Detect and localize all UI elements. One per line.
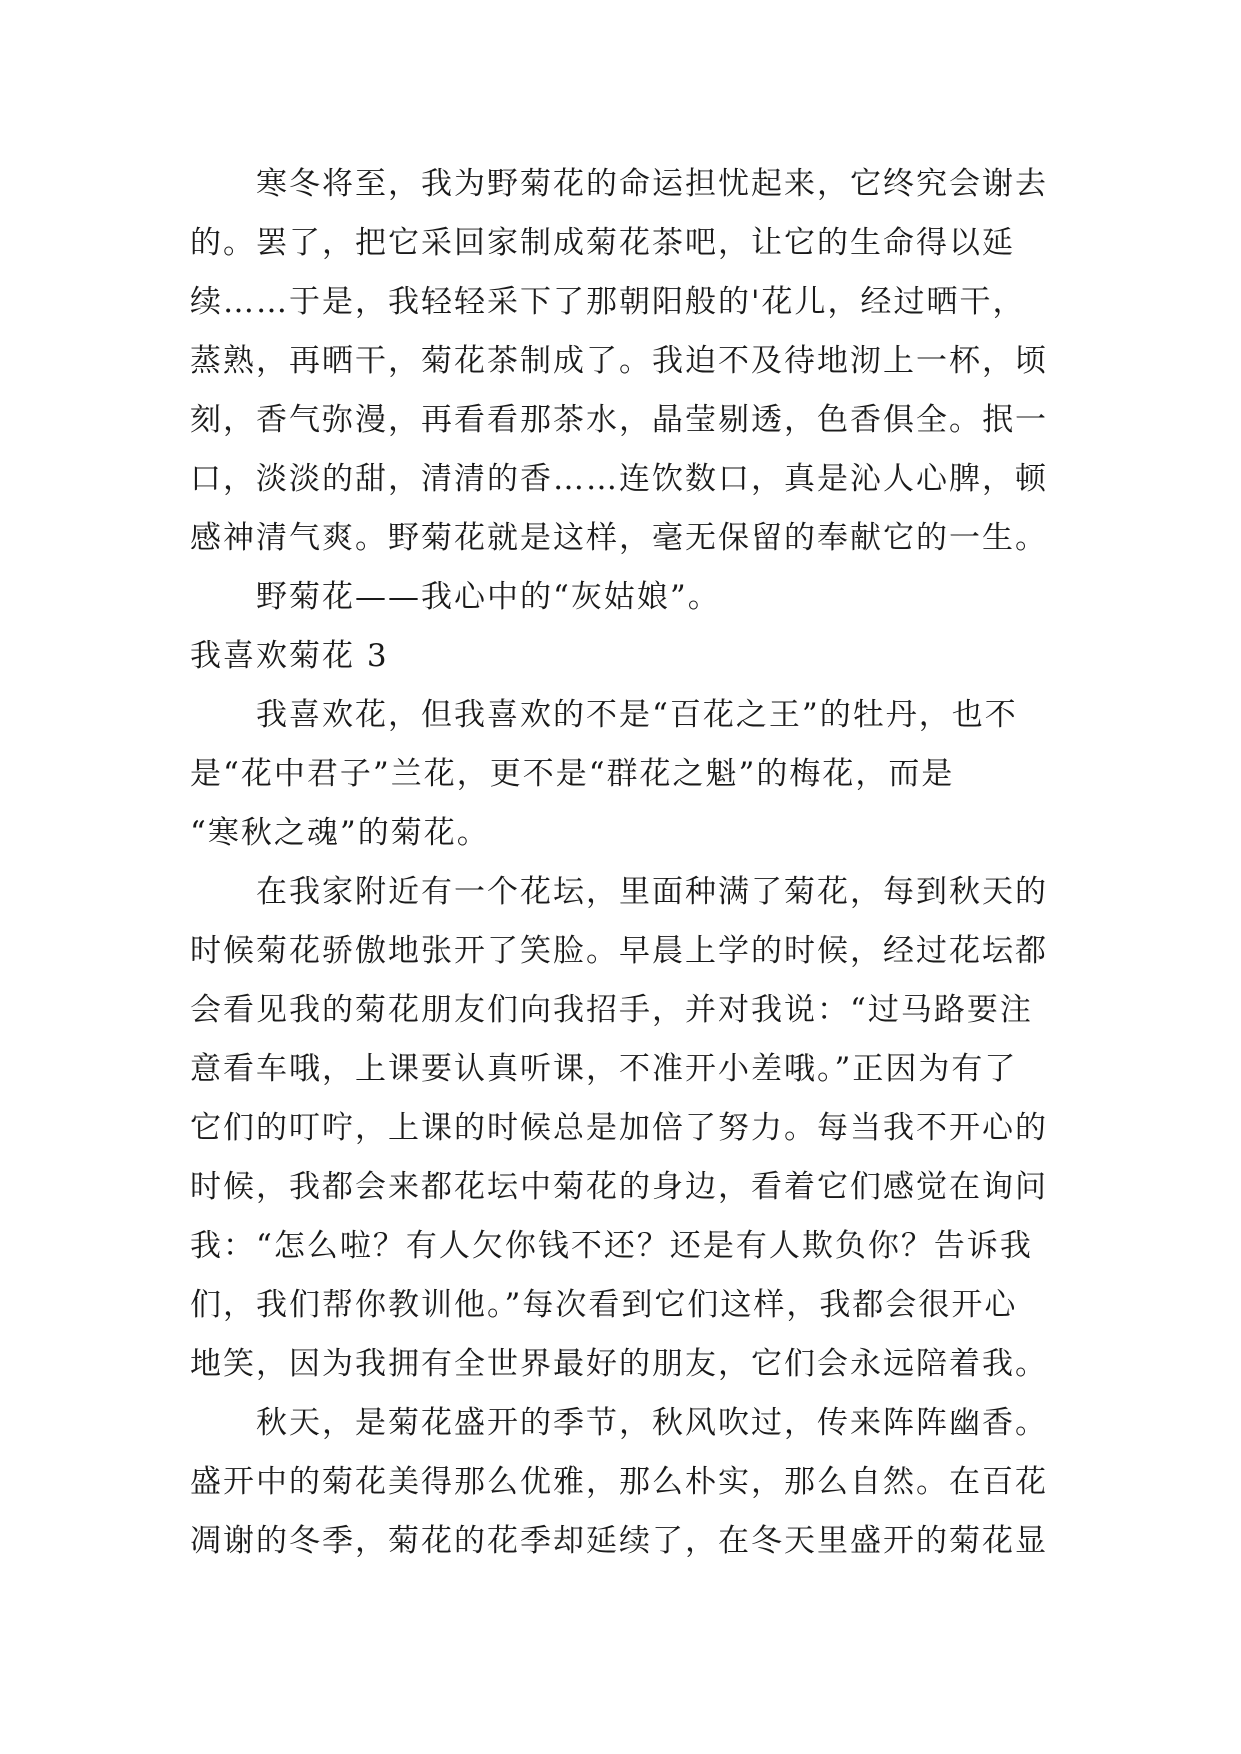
section-heading: 我喜欢菊花 3 bbox=[190, 638, 389, 674]
text-line: 会看见我的菊花朋友们向我招手，并对我说：“过马路要注 bbox=[190, 992, 1033, 1028]
text-line: 盛开中的菊花美得那么优雅，那么朴实，那么自然。在百花 bbox=[190, 1464, 1048, 1500]
document-body bbox=[190, 155, 1050, 1571]
text-line: 的。罢了，把它采回家制成菊花茶吧，让它的生命得以延 bbox=[190, 225, 1015, 261]
text-line: 是“花中君子”兰花，更不是“群花之魁”的梅花，而是 bbox=[190, 756, 955, 792]
text-line: “寒秋之魂”的菊花。 bbox=[190, 815, 490, 851]
text-line: 时候菊花骄傲地张开了笑脸。早晨上学的时候，经过花坛都 bbox=[190, 933, 1048, 969]
text-line: 续……于是，我轻轻采下了那朝阳般的'花儿，经过晒干， bbox=[190, 284, 1026, 320]
text-line: 我喜欢花，但我喜欢的不是“百花之王”的牡丹，也不 bbox=[190, 697, 1018, 733]
text-line: 野菊花——我心中的“灰姑娘”。 bbox=[190, 579, 721, 615]
text-line: 秋天，是菊花盛开的季节，秋风吹过，传来阵阵幽香。 bbox=[190, 1405, 1048, 1441]
text-line: 感神清气爽。野菊花就是这样，毫无保留的奉献它的一生。 bbox=[190, 520, 1048, 556]
text-line: 蒸熟，再晒干，菊花茶制成了。我迫不及待地沏上一杯，顷 bbox=[190, 343, 1048, 379]
text-line: 寒冬将至，我为野菊花的命运担忧起来，它终究会谢去 bbox=[190, 166, 1048, 202]
text-line: 它们的叮咛，上课的时候总是加倍了努力。每当我不开心的 bbox=[190, 1110, 1048, 1146]
text-line: 意看车哦，上课要认真听课，不准开小差哦。”正因为有了 bbox=[190, 1051, 1018, 1087]
text-line: 刻，香气弥漫，再看看那茶水，晶莹剔透，色香俱全。抿一 bbox=[190, 402, 1048, 438]
text-line: 地笑，因为我拥有全世界最好的朋友，它们会永远陪着我。 bbox=[190, 1346, 1048, 1382]
text-line: 口，淡淡的甜，清清的香……连饮数口，真是沁人心脾，顿 bbox=[190, 461, 1048, 497]
text-line: 在我家附近有一个花坛，里面种满了菊花，每到秋天的 bbox=[190, 874, 1048, 910]
text-line: 时候，我都会来都花坛中菊花的身边，看着它们感觉在询问 bbox=[190, 1169, 1048, 1205]
text-line: 我：“怎么啦？有人欠你钱不还？还是有人欺负你？告诉我 bbox=[190, 1228, 1033, 1264]
text-line: 们，我们帮你教训他。”每次看到它们这样，我都会很开心 bbox=[190, 1287, 1018, 1323]
text-line: 凋谢的冬季，菊花的花季却延续了，在冬天里盛开的菊花显 bbox=[190, 1523, 1048, 1559]
